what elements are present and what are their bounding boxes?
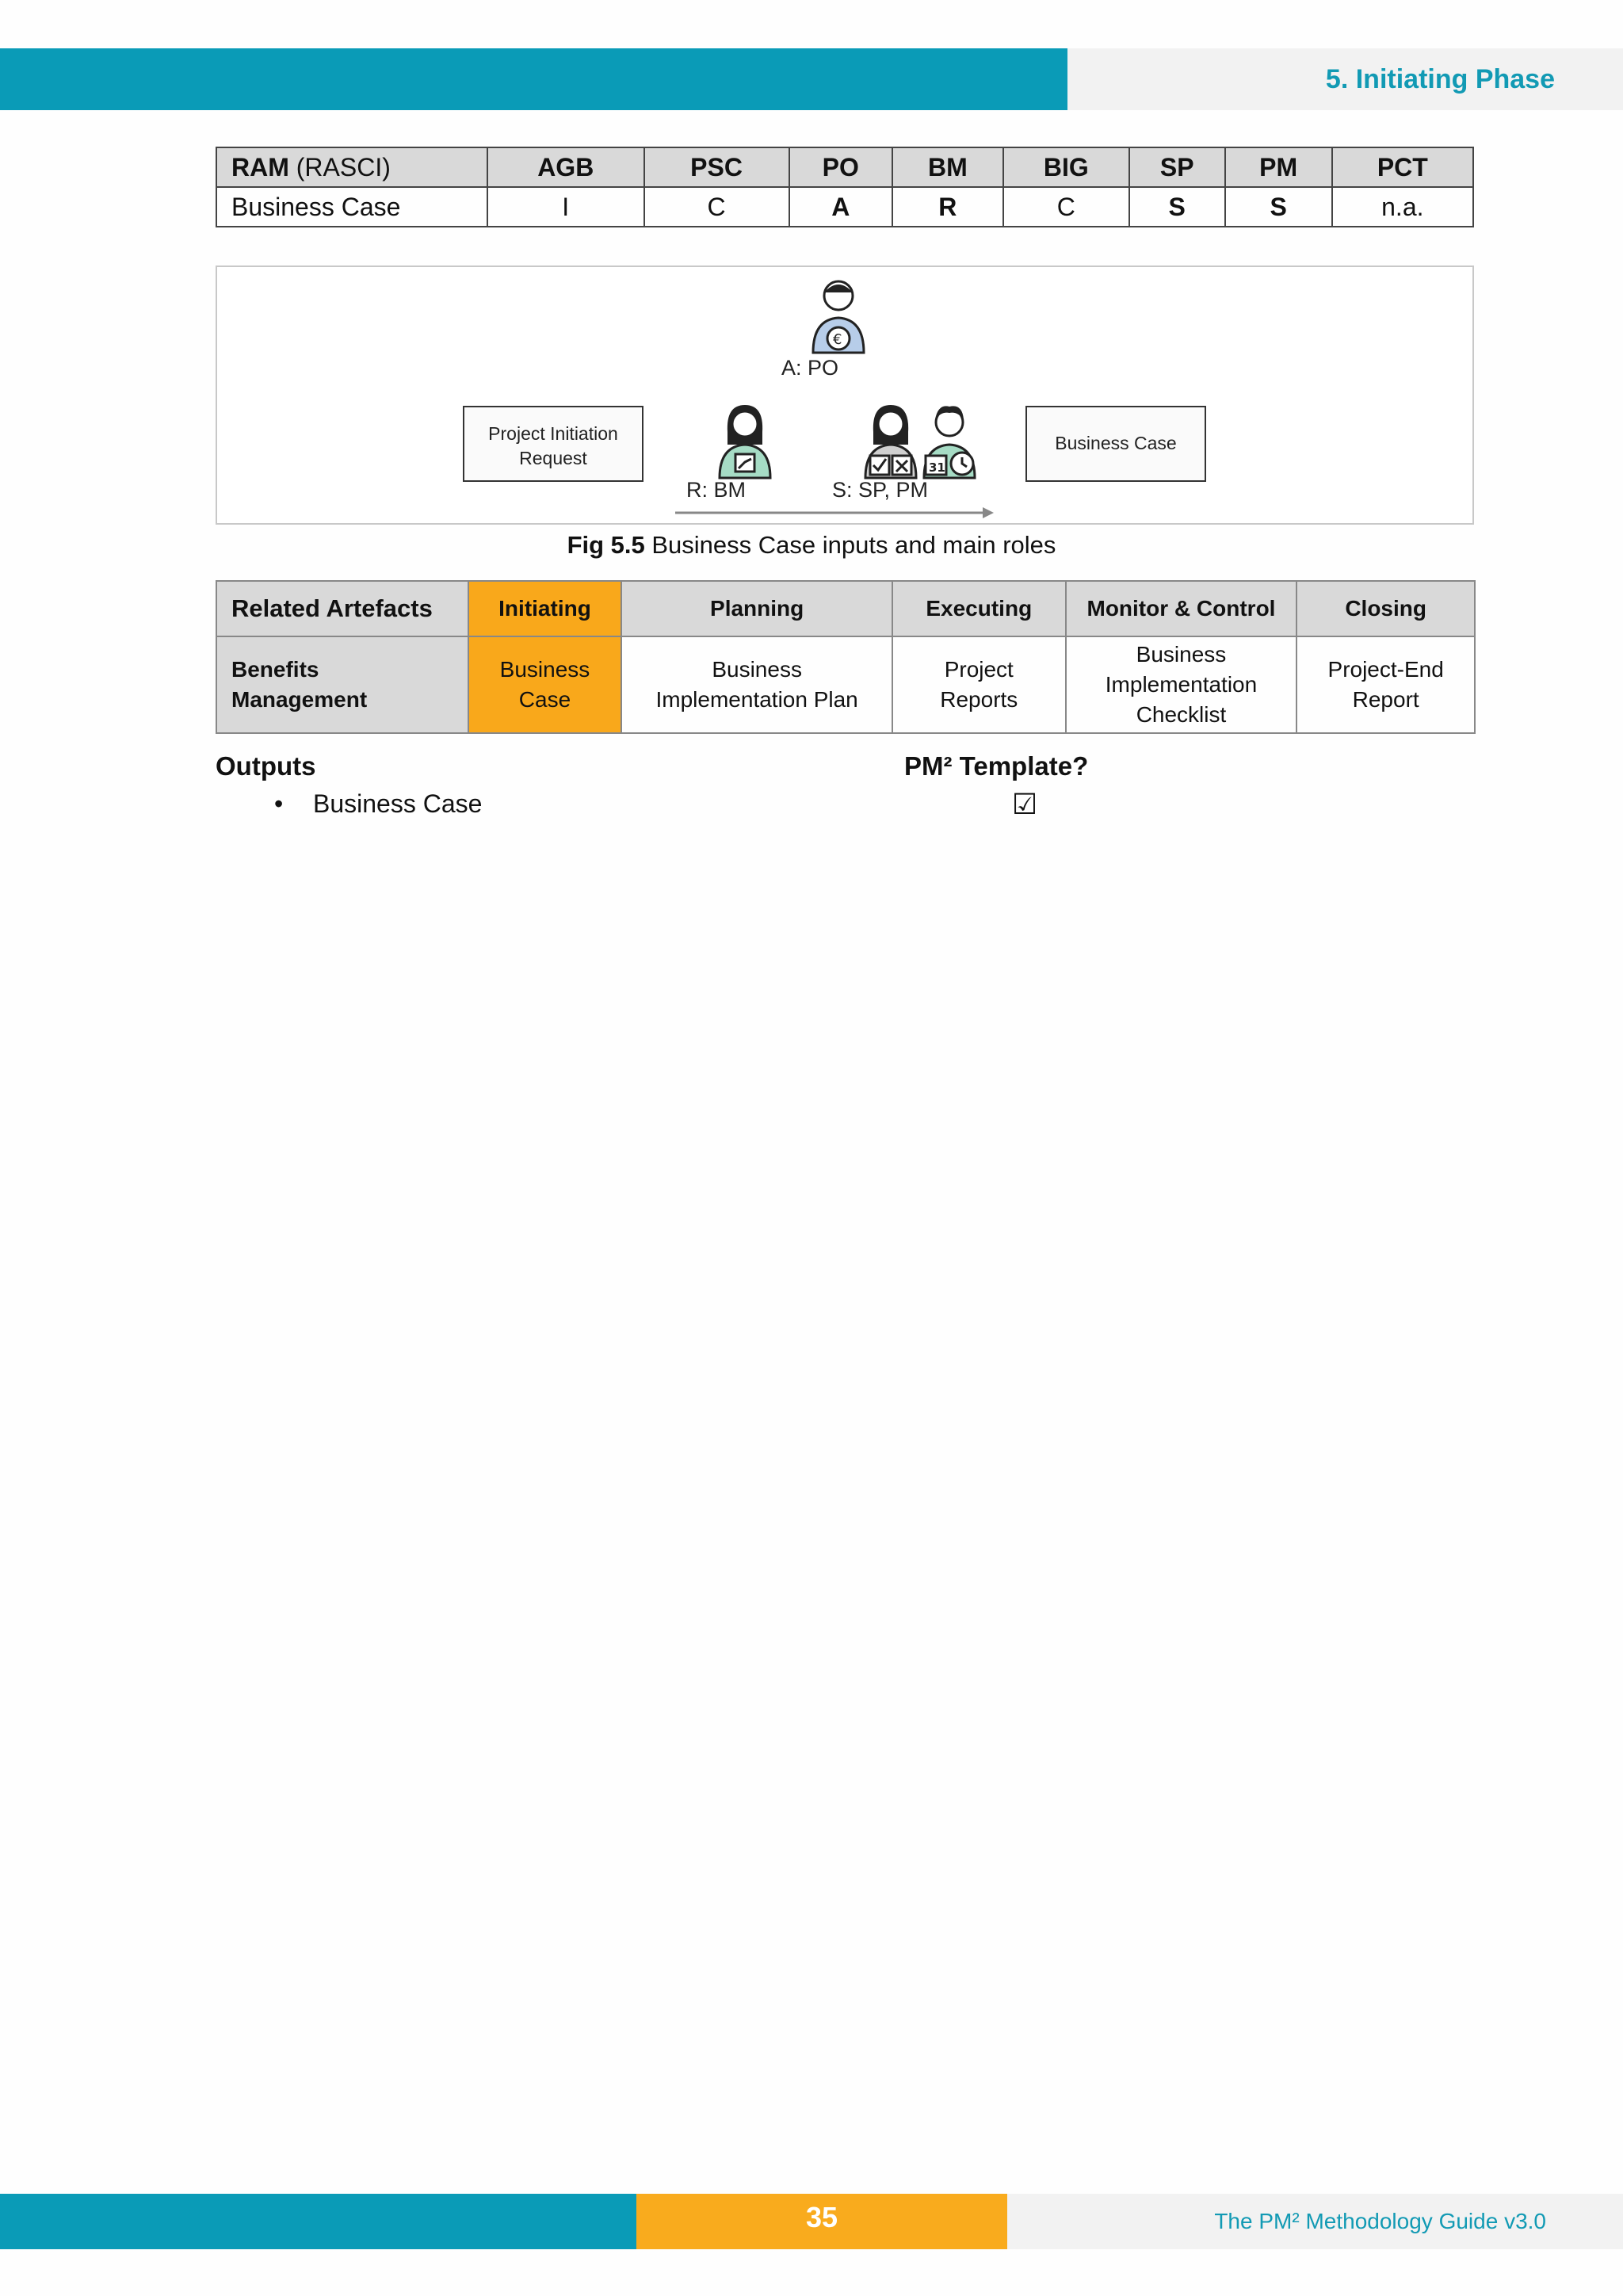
- section-title: 5. Initiating Phase: [1325, 64, 1555, 94]
- caption-text: Business Case inputs and main roles: [644, 531, 1056, 559]
- rasci-cell: C: [644, 187, 789, 227]
- rasci-cell: S: [1225, 187, 1332, 227]
- output-document: [1025, 406, 1206, 482]
- artefact-line: Reports: [940, 687, 1018, 712]
- rasci-col: PO: [789, 147, 892, 187]
- phase-executing: Executing: [892, 581, 1066, 636]
- artefact-line: Business: [712, 657, 802, 682]
- artefact-monitor-control: [1066, 636, 1297, 733]
- solution-provider-icon: [859, 400, 922, 479]
- phase-initiating: Initiating: [468, 581, 622, 636]
- artefact-line: Implementation Plan: [655, 687, 858, 712]
- rasci-col: PCT: [1332, 147, 1473, 187]
- rasci-table: [216, 147, 1474, 227]
- output-document-label: Business Case: [1055, 433, 1177, 453]
- header-band: [0, 48, 1067, 110]
- artefact-line: Project: [944, 657, 1014, 682]
- row-label-line: Management: [231, 687, 368, 712]
- rasci-col: BIG: [1003, 147, 1129, 187]
- rasci-col: PM: [1225, 147, 1332, 187]
- rasci-row: [216, 187, 1473, 227]
- responsible-label: R: BM: [686, 478, 747, 502]
- related-artefacts-table: [216, 580, 1476, 734]
- artefact-planning: [621, 636, 892, 733]
- guide-title: The PM² Methodology Guide v3.0: [1214, 2209, 1546, 2233]
- rasci-head-main: RAM: [231, 152, 289, 181]
- related-artefacts-header: Related Artefacts: [216, 581, 468, 636]
- artefact-initiating: [468, 636, 622, 733]
- rasci-col: PSC: [644, 147, 789, 187]
- rasci-cell: R: [892, 187, 1003, 227]
- phase-monitor-control: Monitor & Control: [1066, 581, 1297, 636]
- checkbox-checked-icon: ☑: [1012, 788, 1038, 820]
- business-case-figure: [216, 266, 1474, 525]
- artefact-line: Implementation: [1105, 672, 1258, 697]
- bullet-icon: •: [274, 789, 284, 818]
- row-label-line: Benefits: [231, 657, 319, 682]
- artefact-line: Report: [1352, 687, 1419, 712]
- artefact-line: Business: [1136, 642, 1227, 667]
- artefact-line: Case: [518, 687, 571, 712]
- artefact-closing: [1296, 636, 1475, 733]
- rasci-cell: n.a.: [1332, 187, 1473, 227]
- page-number: 35: [636, 2194, 1007, 2249]
- phase-planning: Planning: [621, 581, 892, 636]
- rasci-head-sub: (RASCI): [288, 152, 391, 181]
- rasci-header-row: [216, 147, 1473, 187]
- rasci-col: BM: [892, 147, 1003, 187]
- supporting-label: S: SP, PM: [832, 478, 929, 502]
- rasci-cell: C: [1003, 187, 1129, 227]
- svg-text:€: €: [833, 331, 842, 348]
- figure-caption: [0, 531, 1623, 560]
- output-item: Business Case: [313, 789, 483, 818]
- flow-arrow-icon: [675, 505, 994, 521]
- related-header-row: [216, 581, 1475, 636]
- footer-band: [0, 2194, 636, 2249]
- caption-number: Fig 5.5: [567, 531, 645, 559]
- related-row-label: [216, 636, 468, 733]
- rasci-header-label: [216, 147, 487, 187]
- rasci-cell: A: [789, 187, 892, 227]
- phase-closing: Closing: [1296, 581, 1475, 636]
- rasci-row-label: Business Case: [216, 187, 487, 227]
- project-owner-icon: [807, 275, 870, 354]
- artefact-line: Business: [499, 657, 590, 682]
- template-heading: PM² Template?: [904, 751, 1089, 781]
- input-document: [463, 406, 643, 482]
- artefact-line: Checklist: [1136, 702, 1227, 727]
- rasci-cell: S: [1129, 187, 1225, 227]
- related-row: [216, 636, 1475, 733]
- rasci-col: SP: [1129, 147, 1225, 187]
- svg-text:31: 31: [929, 460, 945, 475]
- accountable-label: A: PO: [781, 356, 839, 380]
- business-manager-icon: [713, 400, 777, 479]
- rasci-cell: I: [487, 187, 644, 227]
- artefact-executing: [892, 636, 1066, 733]
- input-document-label: Project Initiation Request: [488, 423, 618, 468]
- artefact-line: Project-End: [1327, 657, 1444, 682]
- outputs-heading: Outputs: [216, 751, 316, 781]
- rasci-col: AGB: [487, 147, 644, 187]
- project-manager-icon: [918, 400, 981, 479]
